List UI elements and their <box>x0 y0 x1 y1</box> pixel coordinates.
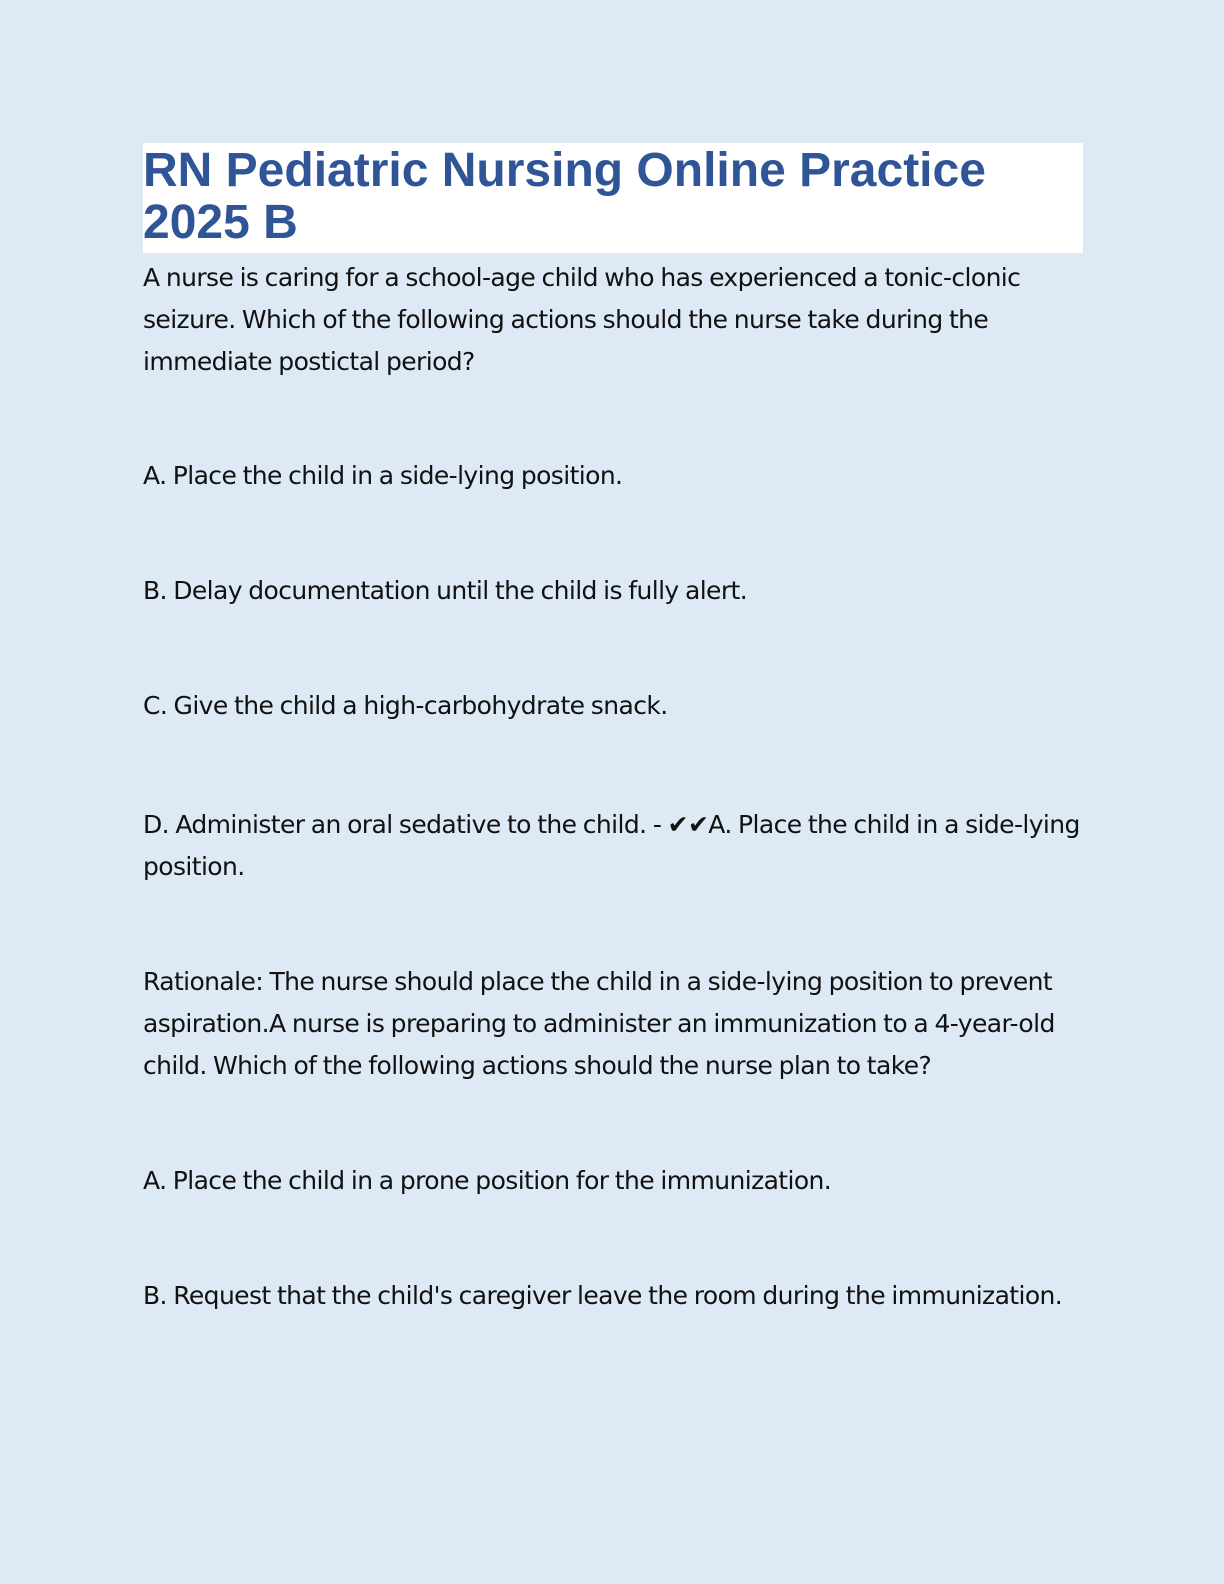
rationale-and-question-2-stem: Rationale: The nurse should place the child in a side-lying position to prevent aspiration.A nurse is preparing to administer an immunization to a 4-year-old child. Which of the following actions should the nurse plan to take? <box>143 967 1055 1080</box>
question-1-option-b: B. Delay documentation until the child is fully alert. <box>143 576 748 605</box>
title-block <box>143 143 1083 253</box>
document-title: RN Pediatric Nursing Online Practice 2025 B <box>143 144 986 249</box>
question-1-option-d-and-answer: D. Administer an oral sedative to the child. - ✔✔A. Place the child in a side-lying position. <box>143 810 1080 881</box>
document-body <box>143 257 1083 1317</box>
question-2-option-b: B. Request that the child's caregiver leave the room during the immunization. <box>143 1281 1063 1310</box>
question-1-stem: A nurse is caring for a school-age child who has experienced a tonic-clonic seizure. Which of the following actions should the nurse take during the immediate postictal period? <box>143 263 1021 376</box>
question-1-option-a: A. Place the child in a side-lying position. <box>143 461 623 490</box>
question-2-option-a: A. Place the child in a prone position for the immunization. <box>143 1166 832 1195</box>
document-page <box>143 143 1083 1317</box>
question-1-option-c: C. Give the child a high-carbohydrate snack. <box>143 691 668 720</box>
